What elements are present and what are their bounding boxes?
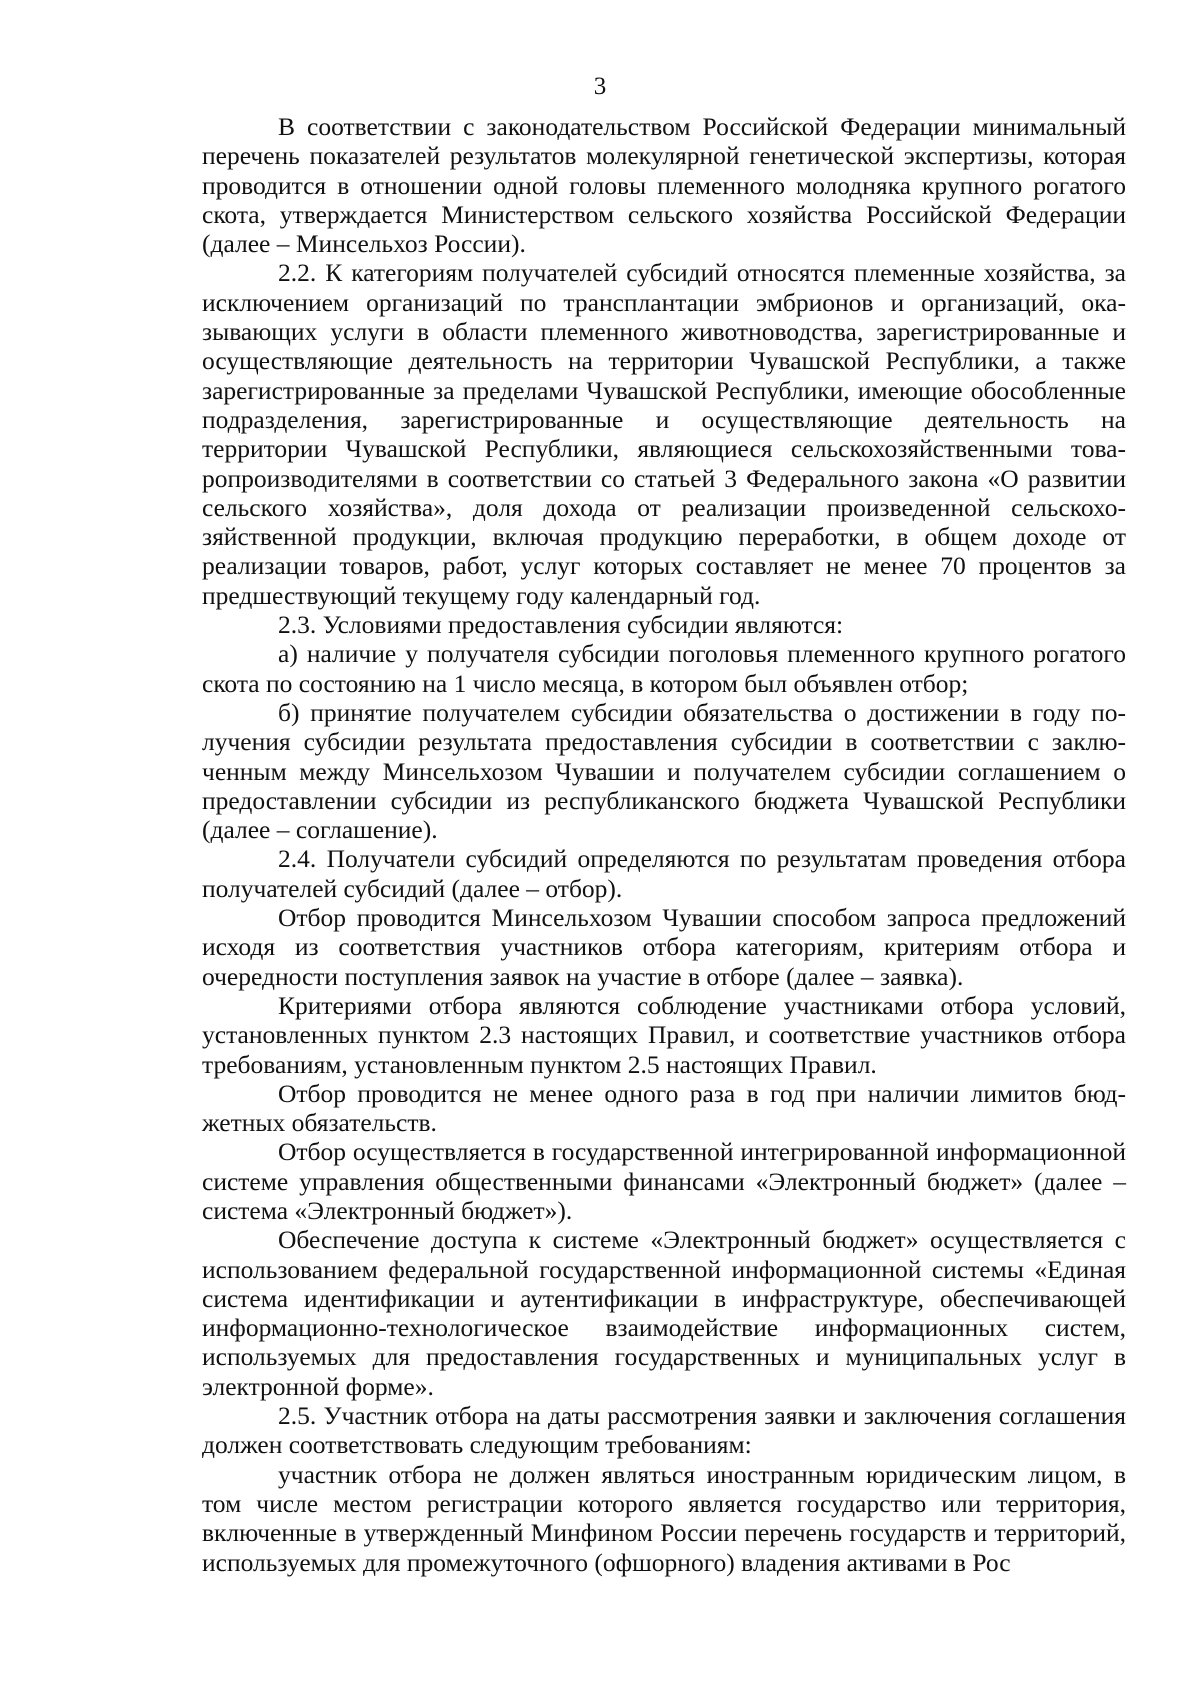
document-body xyxy=(202,112,1126,1577)
paragraph-foreign-entity: участник отбора не должен являться иностранным юридическим лицом, в том числе местом регистрации которого является государство или территория, включенные в утвержденный Минфином России перечень государств и территорий, используемых для промежуточного (офшорного) владения активами в Рос xyxy=(202,1459,1126,1577)
paragraph-condition-b: б) принятие получателем субсидии обязательства о достижении в году получения субсидии результата предоставления субсидии в соответствии с заключенным между Минсельхозом Чувашии и получателем субсидии соглашением о предоставлении субсидии из республиканского бюджета Чувашской Республики (далее – соглашение). xyxy=(202,697,1126,845)
paragraph-electronic-budget: Отбор осуществляется в государственной интегрированной информационной системе управления общественными финансами «Электронный бюджет» (далее – система «Электронный бюджет»). xyxy=(202,1137,1126,1225)
paragraph-selection-frequency: Отбор проводится не менее одного раза в год при наличии лимитов бюджетных обязательств. xyxy=(202,1078,1126,1138)
paragraph-2-3-conditions: 2.3. Условиями предоставления субсидии являются: xyxy=(278,610,844,640)
paragraph-system-access: Обеспечение доступа к системе «Электронный бюджет» осуществляется с использованием федеральной государственной информационной системы «Единая система идентификации и аутентификации в инфраструктуре, обеспечивающей информационно-технологическое взаимодействие информационных систем, используемых для предоставления государственных и муниципальных услуг в электронной форме». xyxy=(202,1225,1126,1401)
paragraph-selection-method: Отбор проводится Минсельхозом Чувашии способом запроса предложений исходя из соответствия участников отбора категориям, критериям отбора и очередности поступления заявок на участие в отборе (далее – заявка). xyxy=(202,903,1126,991)
page-number: 3 xyxy=(593,73,607,100)
paragraph-condition-a: а) наличие у получателя субсидии поголовья племенного крупного рогатого скота по состоянию на 1 число месяца, в котором был объявлен отбор; xyxy=(202,639,1126,698)
paragraph-2-5-requirements: 2.5. Участник отбора на даты рассмотрения заявки и заключения соглашения должен соответствовать следующим требованиям: xyxy=(202,1401,1126,1460)
paragraph-selection-criteria: Критериями отбора являются соблюдение участниками отбора условий, установленных пунктом 2.3 настоящих Правил, и соответствие участников отбора требованиям, установленным пунктом 2.5 настоящих Правил. xyxy=(202,990,1126,1079)
paragraph-genetic-expertise: В соответствии с законодательством Российской Федерации минимальный перечень показателей результатов молекулярной генетической экспертизы, которая проводится в отношении одной головы племенного молодняка крупного рогатого скота, утверждается Министерством сельского хозяйства Российской Федерации (далее – Минсельхоз России). xyxy=(202,112,1126,259)
paragraph-2-4-selection: 2.4. Получатели субсидий определяются по результатам проведения отбора получателей субсидий (далее – отбор). xyxy=(202,844,1126,903)
paragraph-2-2-recipient-categories: 2.2. К категориям получателей субсидий относятся племенные хозяйства, за исключением организаций по трансплантации эмбрионов и организаций, оказывающих услуги в области племенного животноводства, зарегистрированные и осуществляющие деятельность на территории Чувашской Республики, а также зарегистрированные за пределами Чувашской Республики, имеющие обособленные подразделения, зарегистрированные и осуществляющие деятельность на территории Чувашской Республики, являющиеся сельскохозяйственными товаропроизводителями в соответствии со статьей 3 Федерального закона «О развитии сельского хозяйства», доля дохода от реализации произведенной сельскохозяйственной продукции, включая продукцию переработки, в общем доходе от реализации товаров, работ, услуг которых составляет не менее 70 процентов за предшествующий текущему году календарный год. xyxy=(202,258,1126,610)
